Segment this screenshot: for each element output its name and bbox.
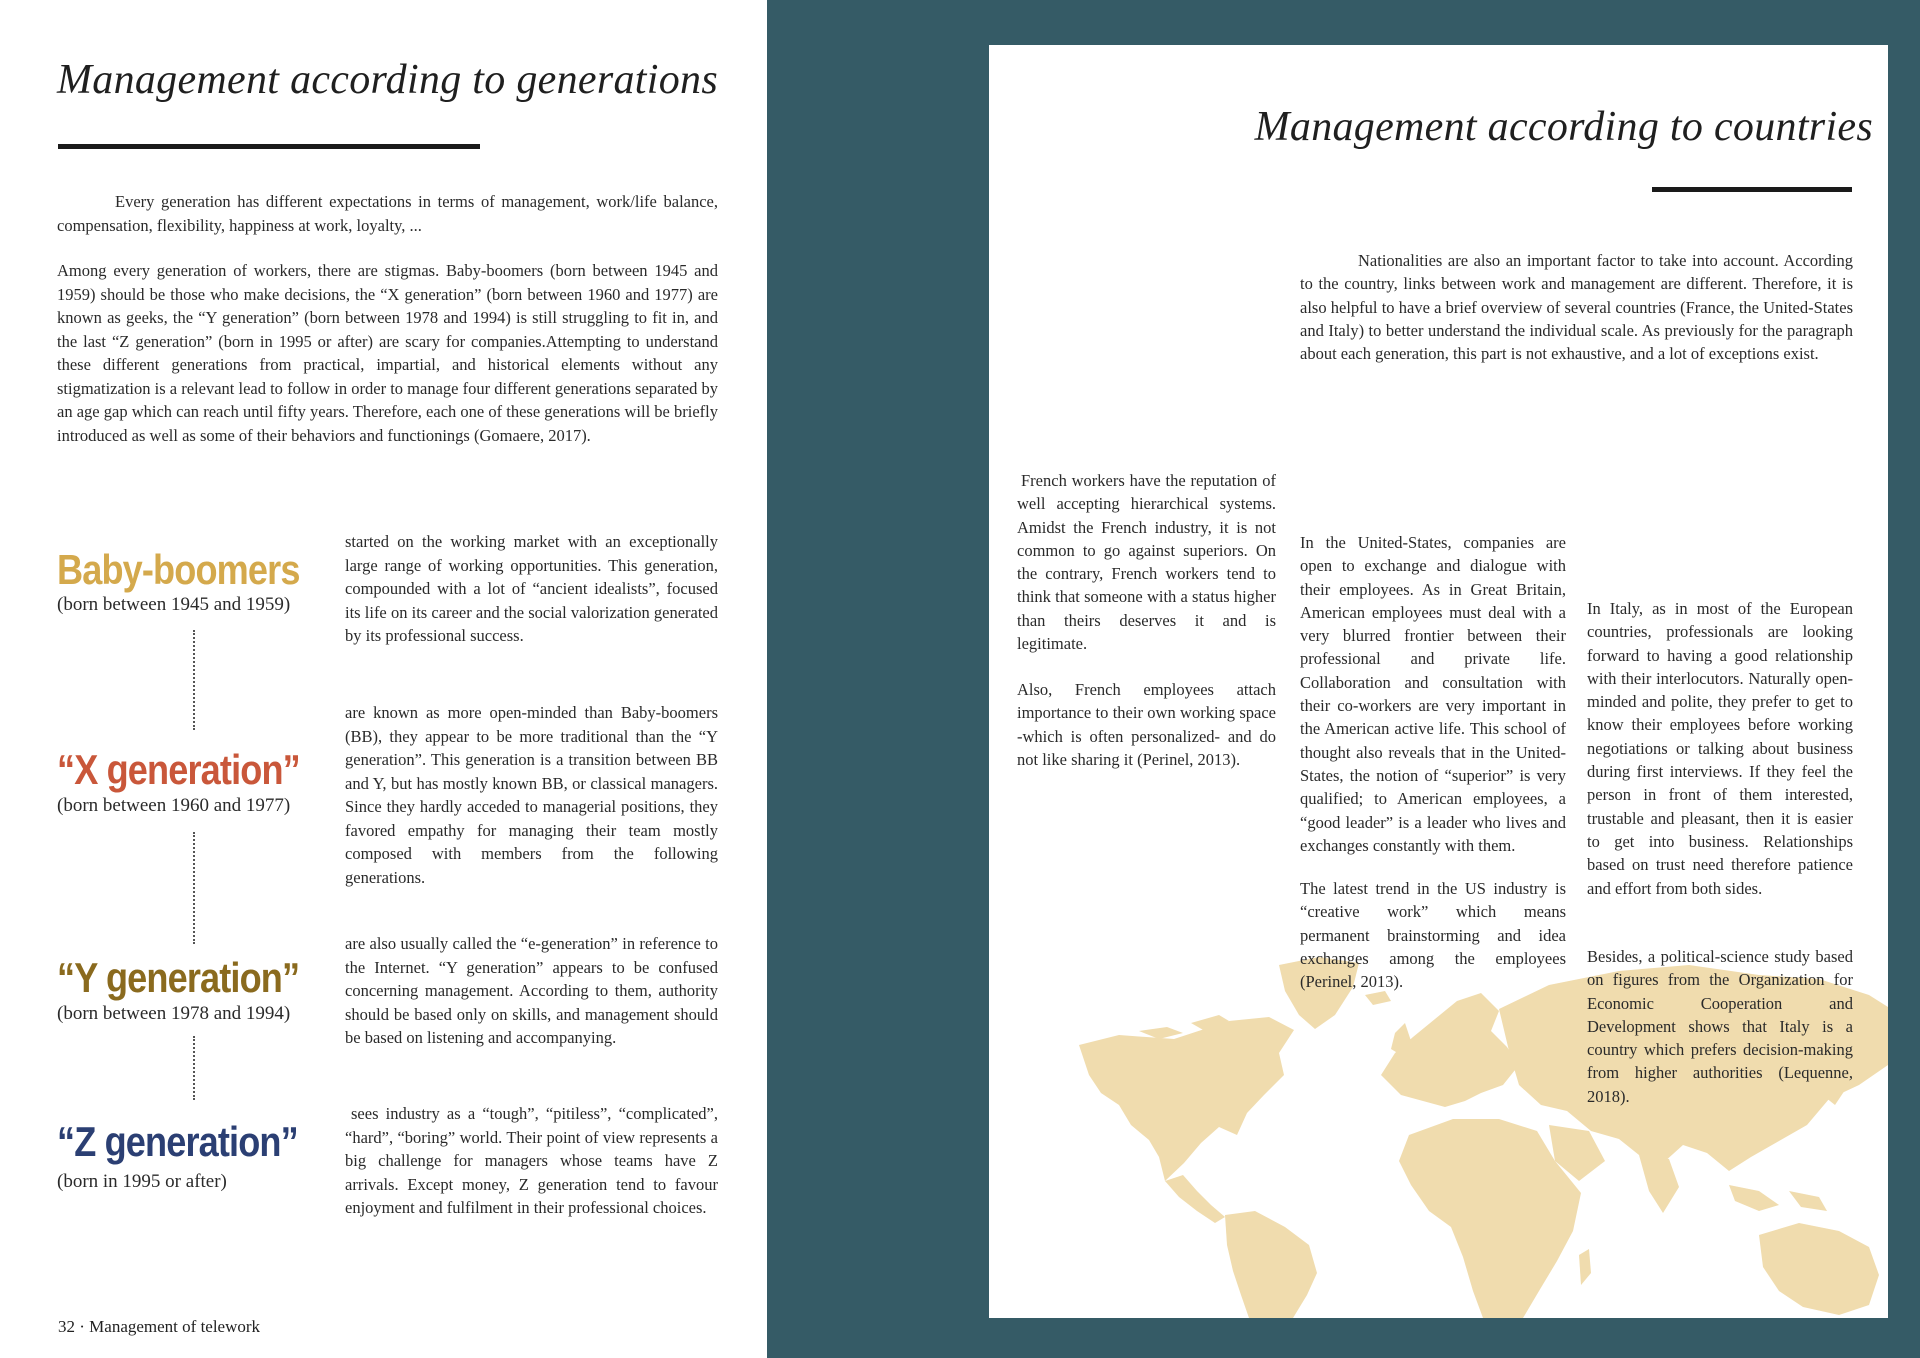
- generation-name: “Y generation”: [57, 954, 300, 1001]
- generation-name: “X generation”: [57, 746, 300, 793]
- usa-paragraph-2: The latest trend in the US industry is “creative work” which means permanent brainstorming and idea exchanges among the employees (Perinel, 2013).: [1300, 879, 1566, 992]
- content-card: [989, 45, 1888, 1318]
- usa-paragraph-1: In the United-States, companies are open to exchange and dialogue with their employees. As in Great Britain, American employees must deal with a very blurred frontier between their professional and private life. Collaboration and consultation with their co-workers are very important in the American active life. This school of thought also reveals that in the United-States, the notion of “superior” is very qualified; to American employees, a “good leader” is a leader who lives and exchanges constantly with them.: [1300, 533, 1566, 855]
- title-underline: [58, 144, 480, 149]
- title-underline: [1652, 187, 1852, 192]
- generation-born: (born between 1960 and 1977): [57, 795, 291, 816]
- generation-born: (born in 1995 or after): [57, 1171, 227, 1192]
- generation-born: (born between 1945 and 1959): [57, 594, 291, 615]
- left-page-title: Management according to generations: [57, 57, 718, 103]
- italy-paragraph-2: Besides, a political-science study based on figures from the Organization for Economic Cooperation and Development shows that Italy is a country which prefers decision-making from higher authorities (Lequenne, 2018).: [1587, 947, 1853, 1106]
- generation-name: “Z generation”: [57, 1118, 298, 1165]
- france-paragraph-2: Also, French employees attach importance to their own working space -which is often personalized- and do not like sharing it (Perinel, 2013).: [1017, 680, 1276, 769]
- timeline-connector: [193, 1036, 195, 1100]
- left-page: [0, 0, 767, 1358]
- countries-intro-paragraph: Nationalities are also an important factor to take into account. According to the country, links between work and management are different. Therefore, it is also helpful to have a brief overview of several countries (France, the United-States and Italy) to better understand the individual scale. As previously for the paragraph about each generation, this part is not exhaustive, and a lot of exceptions exist.: [1300, 251, 1853, 364]
- italy-paragraph-1: In Italy, as in most of the European countries, professionals are looking forward to having a good relationship with their interlocutors. Naturally open-minded and polite, they prefer to get to know their employees before working negotiations or talking about business during first interviews. If they feel the person in front of them interested, trustable and pleasant, then it is easier to get into business. Relationships based on trust need therefore patience and effort from both sides.: [1587, 599, 1853, 898]
- right-page: [767, 0, 1920, 1358]
- generation-description: are also usually called the “e-generation” in reference to the Internet. “Y generation” appears to be confused concerning management. According to them, authority should be based only on skills, and management should be based on listening and accompanying.: [345, 934, 718, 1047]
- generation-description: are known as more open-minded than Baby-boomers (BB), they appear to be more traditional than the “Y generation”. This generation is a transition between BB and Y, but has mostly known BB, or classical managers. Since they hardly acceded to managerial positions, they favored empathy for managing their team mostly composed with members from the following generations.: [345, 703, 718, 887]
- stigma-paragraph: Among every generation of workers, there are stigmas. Baby-boomers (born between 1945 and 1959) should be those who make decisions, the “X generation” (born between 1960 and 1977) are known as geeks, the “Y generation” (born between 1978 and 1994) is still struggling to fit in, and the last “Z generation” (born in 1995 or after) are scary for companies.Attempting to understand these different generations from practical, impartial, and historical elements without any stigmatization is a relevant lead to follow in order to manage four different generations separated by an age gap which can reach until fifty years. Therefore, each one of these generations will be briefly introduced as well as some of their behaviors and functionings (Gomaere, 2017).: [57, 261, 718, 445]
- page-footer: 32 · Management of telework: [58, 1317, 261, 1336]
- intro-paragraph: Every generation has different expectations in terms of management, work/life balance, compensation, flexibility, happiness at work, loyalty, ...: [57, 192, 718, 235]
- generation-description: started on the working market with an exceptionally large range of working opportunities. This generation, compounded with a lot of “ancient idealists”, focused its life on its career and the social valorization generated by its professional success.: [345, 532, 718, 645]
- generation-born: (born between 1978 and 1994): [57, 1003, 291, 1024]
- generation-name: Baby-boomers: [57, 546, 300, 593]
- right-page-title: Management according to countries: [1254, 104, 1873, 150]
- timeline-connector: [193, 630, 195, 730]
- generation-description: sees industry as a “tough”, “pitiless”, “complicated”, “hard”, “boring” world. Their point of view represents a big challenge for managers whose teams have Z arrivals. Except money, Z generation tend to favour enjoyment and fulfilment in their professional choices.: [345, 1104, 718, 1217]
- france-paragraph-1: French workers have the reputation of well accepting hierarchical systems. Amidst the French industry, it is not common to go against superiors. On the contrary, French workers tend to think that someone with a status higher than theirs deserves it and is legitimate.: [1017, 471, 1276, 654]
- timeline-connector: [193, 832, 195, 944]
